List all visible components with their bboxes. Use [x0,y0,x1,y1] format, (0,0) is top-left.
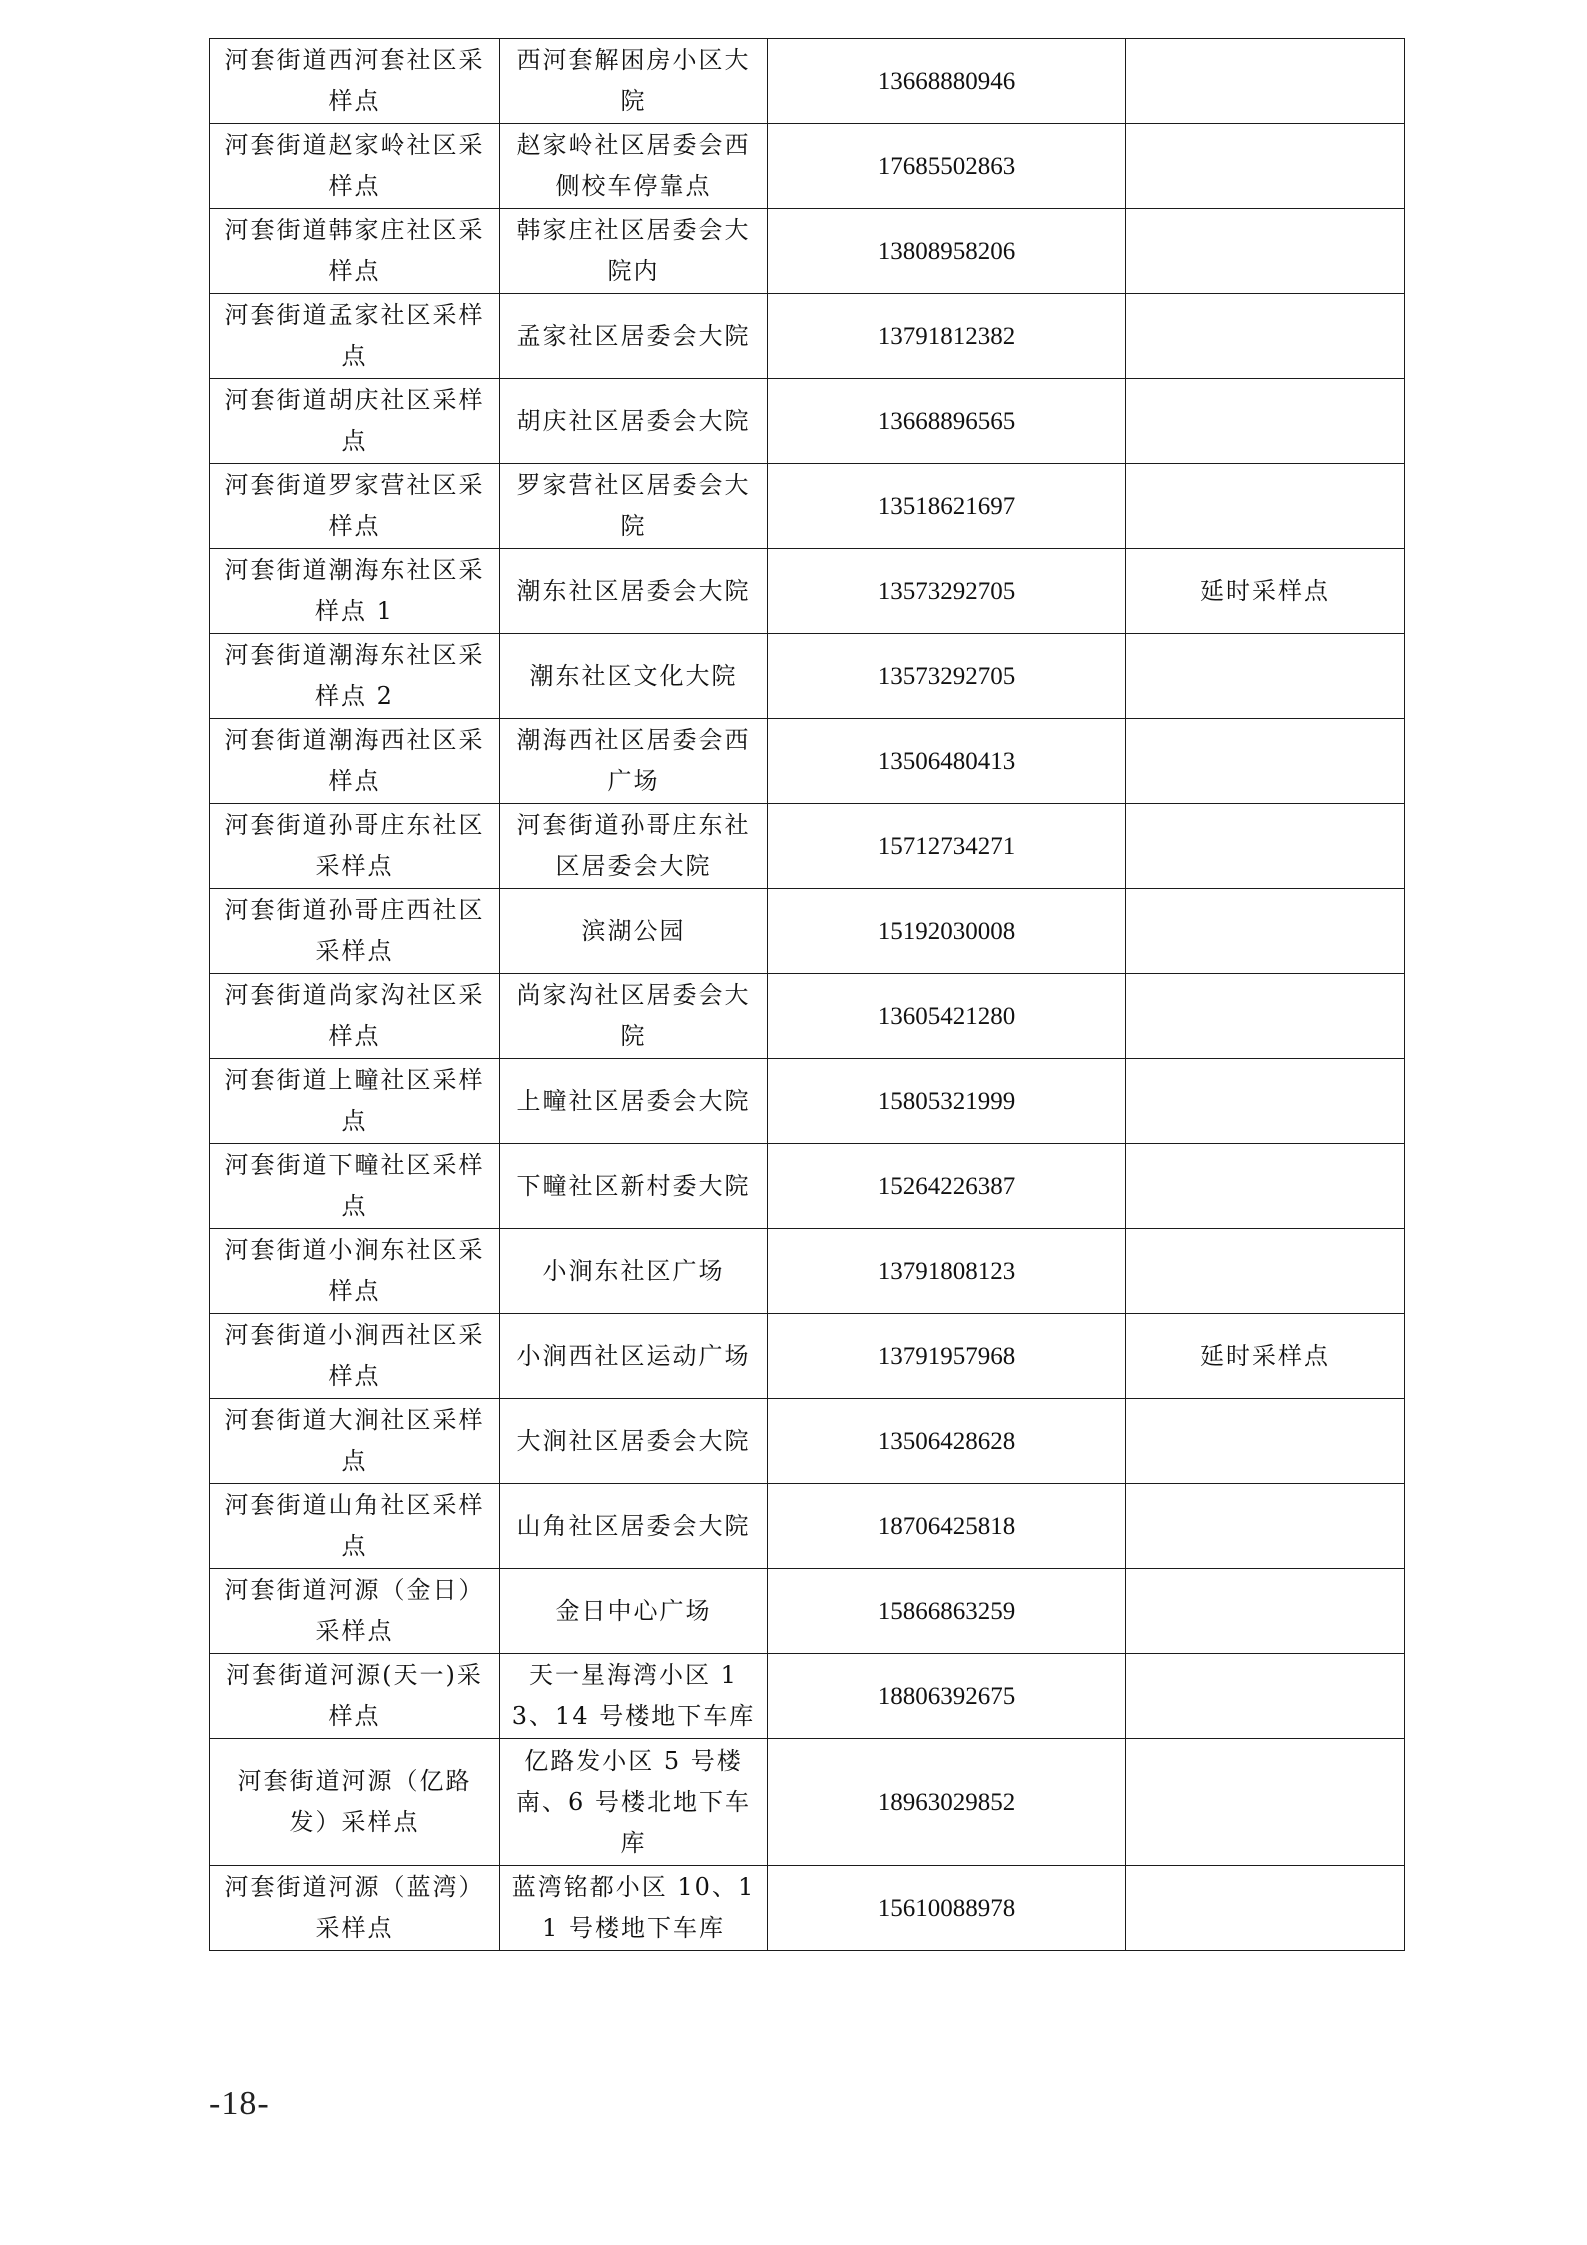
site-location-cell: 孟家社区居委会大院 [500,294,768,379]
note-cell [1126,1654,1405,1739]
site-name-cell: 河套街道河源（蓝湾）采样点 [210,1866,500,1951]
contact-phone-cell: 13791808123 [768,1229,1126,1314]
contact-phone-cell: 13668896565 [768,379,1126,464]
note-cell [1126,719,1405,804]
site-location-cell: 亿路发小区 5 号楼南、6 号楼北地下车库 [500,1739,768,1866]
table-row [210,1866,1405,1951]
contact-phone-cell: 15192030008 [768,889,1126,974]
site-name-cell: 河套街道大涧社区采样点 [210,1399,500,1484]
table-row [210,1059,1405,1144]
note-cell [1126,1229,1405,1314]
site-name-cell: 河套街道孟家社区采样点 [210,294,500,379]
table-row [210,1484,1405,1569]
contact-phone-cell: 18963029852 [768,1739,1126,1866]
site-location-cell: 天一星海湾小区 13、14 号楼地下车库 [500,1654,768,1739]
table-row [210,1229,1405,1314]
note-cell [1126,1866,1405,1951]
note-cell [1126,1059,1405,1144]
note-cell: 延时采样点 [1126,549,1405,634]
site-location-cell: 河套街道孙哥庄东社区居委会大院 [500,804,768,889]
contact-phone-cell: 15805321999 [768,1059,1126,1144]
site-location-cell: 罗家营社区居委会大院 [500,464,768,549]
note-cell [1126,379,1405,464]
site-name-cell: 河套街道上疃社区采样点 [210,1059,500,1144]
note-cell [1126,1484,1405,1569]
contact-phone-cell: 13573292705 [768,549,1126,634]
note-cell [1126,464,1405,549]
contact-phone-cell: 13605421280 [768,974,1126,1059]
site-name-cell: 河套街道小涧东社区采样点 [210,1229,500,1314]
table-row [210,464,1405,549]
site-location-cell: 金日中心广场 [500,1569,768,1654]
contact-phone-cell: 15264226387 [768,1144,1126,1229]
contact-phone-cell: 15712734271 [768,804,1126,889]
site-location-cell: 小涧西社区运动广场 [500,1314,768,1399]
site-name-cell: 河套街道河源（金日）采样点 [210,1569,500,1654]
table-row [210,719,1405,804]
site-location-cell: 韩家庄社区居委会大院内 [500,209,768,294]
site-name-cell: 河套街道赵家岭社区采样点 [210,124,500,209]
page-number: -18- [209,2085,270,2122]
table-row [210,634,1405,719]
contact-phone-cell: 13668880946 [768,39,1126,124]
table-row [210,379,1405,464]
note-cell [1126,1399,1405,1484]
site-name-cell: 河套街道孙哥庄东社区采样点 [210,804,500,889]
site-name-cell: 河套街道河源（亿路发）采样点 [210,1739,500,1866]
table-row [210,1314,1405,1399]
table-row [210,39,1405,124]
site-location-cell: 蓝湾铭都小区 10、11 号楼地下车库 [500,1866,768,1951]
site-location-cell: 尚家沟社区居委会大院 [500,974,768,1059]
site-location-cell: 西河套解困房小区大院 [500,39,768,124]
site-location-cell: 赵家岭社区居委会西侧校车停靠点 [500,124,768,209]
contact-phone-cell: 13506480413 [768,719,1126,804]
table-row [210,1144,1405,1229]
site-name-cell: 河套街道孙哥庄西社区采样点 [210,889,500,974]
contact-phone-cell: 13791812382 [768,294,1126,379]
site-name-cell: 河套街道西河套社区采样点 [210,39,500,124]
note-cell [1126,1144,1405,1229]
contact-phone-cell: 13573292705 [768,634,1126,719]
site-location-cell: 山角社区居委会大院 [500,1484,768,1569]
site-name-cell: 河套街道韩家庄社区采样点 [210,209,500,294]
table-row [210,804,1405,889]
note-cell [1126,1569,1405,1654]
table-row [210,294,1405,379]
note-cell [1126,39,1405,124]
table-row [210,974,1405,1059]
contact-phone-cell: 13518621697 [768,464,1126,549]
site-name-cell: 河套街道胡庆社区采样点 [210,379,500,464]
site-location-cell: 潮东社区居委会大院 [500,549,768,634]
contact-phone-cell: 13791957968 [768,1314,1126,1399]
site-name-cell: 河套街道尚家沟社区采样点 [210,974,500,1059]
note-cell [1126,1739,1405,1866]
site-name-cell: 河套街道下疃社区采样点 [210,1144,500,1229]
note-cell [1126,209,1405,294]
note-cell [1126,294,1405,379]
note-cell [1126,124,1405,209]
contact-phone-cell: 17685502863 [768,124,1126,209]
site-name-cell: 河套街道潮海东社区采样点 2 [210,634,500,719]
contact-phone-cell: 18806392675 [768,1654,1126,1739]
note-cell [1126,634,1405,719]
site-location-cell: 小涧东社区广场 [500,1229,768,1314]
table-row [210,1739,1405,1866]
site-location-cell: 滨湖公园 [500,889,768,974]
sampling-site-table [209,38,1405,1951]
contact-phone-cell: 18706425818 [768,1484,1126,1569]
site-name-cell: 河套街道河源(天一)采样点 [210,1654,500,1739]
table-row [210,1654,1405,1739]
site-name-cell: 河套街道小涧西社区采样点 [210,1314,500,1399]
table-row [210,124,1405,209]
table-row [210,1569,1405,1654]
site-location-cell: 潮海西社区居委会西广场 [500,719,768,804]
site-name-cell: 河套街道罗家营社区采样点 [210,464,500,549]
contact-phone-cell: 13808958206 [768,209,1126,294]
contact-phone-cell: 15866863259 [768,1569,1126,1654]
site-location-cell: 上疃社区居委会大院 [500,1059,768,1144]
site-location-cell: 潮东社区文化大院 [500,634,768,719]
note-cell [1126,974,1405,1059]
site-name-cell: 河套街道潮海西社区采样点 [210,719,500,804]
site-name-cell: 河套街道潮海东社区采样点 1 [210,549,500,634]
note-cell: 延时采样点 [1126,1314,1405,1399]
table-row [210,209,1405,294]
contact-phone-cell: 15610088978 [768,1866,1126,1951]
table-row [210,549,1405,634]
site-name-cell: 河套街道山角社区采样点 [210,1484,500,1569]
contact-phone-cell: 13506428628 [768,1399,1126,1484]
note-cell [1126,889,1405,974]
site-location-cell: 大涧社区居委会大院 [500,1399,768,1484]
table-row [210,889,1405,974]
note-cell [1126,804,1405,889]
site-location-cell: 胡庆社区居委会大院 [500,379,768,464]
table-row [210,1399,1405,1484]
site-location-cell: 下疃社区新村委大院 [500,1144,768,1229]
